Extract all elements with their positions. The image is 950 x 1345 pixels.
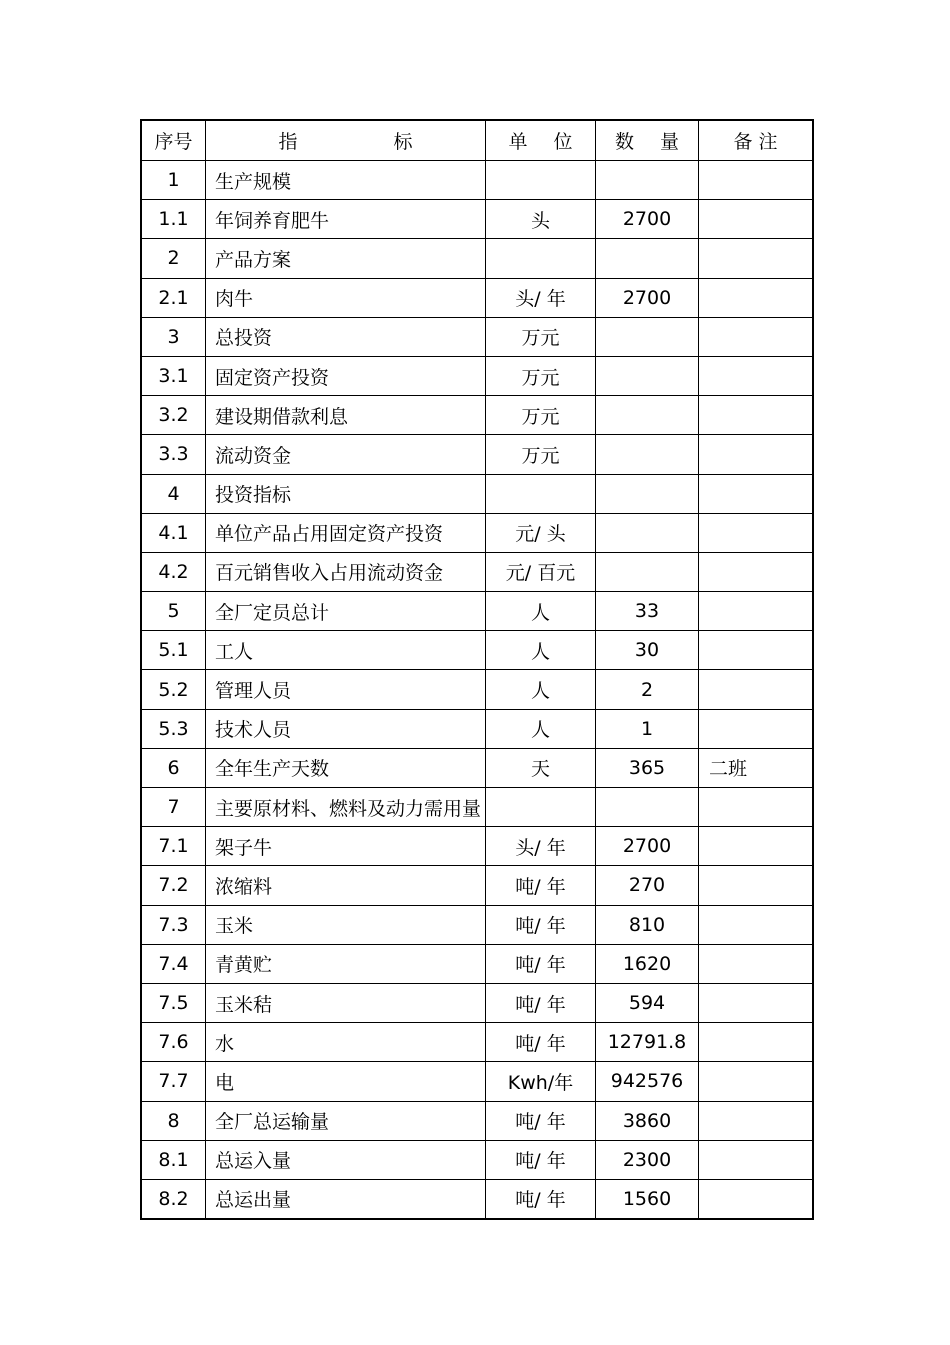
table-row bbox=[141, 161, 813, 200]
cell-quantity: 2 bbox=[596, 670, 699, 709]
cell-quantity bbox=[596, 435, 699, 474]
cell-seq: 7.2 bbox=[141, 866, 206, 905]
cell-indicator: 总投资 bbox=[206, 317, 486, 356]
cell-note bbox=[699, 944, 814, 983]
cell-indicator: 流动资金 bbox=[206, 435, 486, 474]
cell-unit: 人 bbox=[486, 592, 596, 631]
cell-note bbox=[699, 709, 814, 748]
cell-unit bbox=[486, 161, 596, 200]
cell-quantity: 1 bbox=[596, 709, 699, 748]
cell-quantity bbox=[596, 239, 699, 278]
cell-unit: 头 bbox=[486, 200, 596, 239]
cell-seq: 4 bbox=[141, 474, 206, 513]
table-row bbox=[141, 396, 813, 435]
cell-unit bbox=[486, 788, 596, 827]
cell-indicator: 肉牛 bbox=[206, 278, 486, 317]
cell-indicator: 建设期借款利息 bbox=[206, 396, 486, 435]
cell-indicator: 投资指标 bbox=[206, 474, 486, 513]
cell-unit: 吨/ 年 bbox=[486, 1179, 596, 1219]
cell-note bbox=[699, 1101, 814, 1140]
table-row bbox=[141, 631, 813, 670]
cell-note bbox=[699, 200, 814, 239]
cell-quantity: 942576 bbox=[596, 1062, 699, 1101]
cell-unit: 吨/ 年 bbox=[486, 1140, 596, 1179]
cell-seq: 5.1 bbox=[141, 631, 206, 670]
cell-indicator: 全厂定员总计 bbox=[206, 592, 486, 631]
table-row bbox=[141, 670, 813, 709]
table-row bbox=[141, 944, 813, 983]
cell-note bbox=[699, 1062, 814, 1101]
table-row bbox=[141, 788, 813, 827]
cell-indicator: 电 bbox=[206, 1062, 486, 1101]
table-row bbox=[141, 709, 813, 748]
cell-note bbox=[699, 1140, 814, 1179]
cell-quantity bbox=[596, 396, 699, 435]
cell-indicator: 青黄贮 bbox=[206, 944, 486, 983]
cell-note bbox=[699, 631, 814, 670]
cell-note bbox=[699, 396, 814, 435]
cell-unit: 万元 bbox=[486, 396, 596, 435]
cell-indicator: 水 bbox=[206, 1023, 486, 1062]
table-row bbox=[141, 435, 813, 474]
table-body bbox=[141, 161, 813, 1220]
cell-indicator: 总运出量 bbox=[206, 1179, 486, 1219]
cell-indicator: 全厂总运输量 bbox=[206, 1101, 486, 1140]
cell-seq: 3.2 bbox=[141, 396, 206, 435]
cell-note bbox=[699, 513, 814, 552]
cell-quantity: 1620 bbox=[596, 944, 699, 983]
cell-note bbox=[699, 239, 814, 278]
cell-seq: 6 bbox=[141, 748, 206, 787]
table-row bbox=[141, 827, 813, 866]
cell-note bbox=[699, 983, 814, 1022]
cell-indicator: 产品方案 bbox=[206, 239, 486, 278]
cell-seq: 2 bbox=[141, 239, 206, 278]
cell-unit: 元/ 头 bbox=[486, 513, 596, 552]
indicator-table bbox=[140, 119, 814, 1220]
cell-unit: 元/ 百元 bbox=[486, 552, 596, 591]
cell-note bbox=[699, 317, 814, 356]
cell-note bbox=[699, 161, 814, 200]
cell-note bbox=[699, 1179, 814, 1219]
cell-note bbox=[699, 474, 814, 513]
table-row bbox=[141, 1023, 813, 1062]
cell-unit: 万元 bbox=[486, 317, 596, 356]
cell-indicator: 管理人员 bbox=[206, 670, 486, 709]
cell-seq: 8.2 bbox=[141, 1179, 206, 1219]
table-row bbox=[141, 200, 813, 239]
cell-seq: 7.5 bbox=[141, 983, 206, 1022]
cell-seq: 7.7 bbox=[141, 1062, 206, 1101]
cell-seq: 4.2 bbox=[141, 552, 206, 591]
cell-quantity: 1560 bbox=[596, 1179, 699, 1219]
table-row bbox=[141, 748, 813, 787]
cell-note bbox=[699, 788, 814, 827]
cell-quantity: 270 bbox=[596, 866, 699, 905]
cell-seq: 2.1 bbox=[141, 278, 206, 317]
cell-seq: 1 bbox=[141, 161, 206, 200]
cell-indicator: 工人 bbox=[206, 631, 486, 670]
cell-quantity bbox=[596, 552, 699, 591]
cell-unit: 头/ 年 bbox=[486, 278, 596, 317]
cell-seq: 3.3 bbox=[141, 435, 206, 474]
cell-seq: 8 bbox=[141, 1101, 206, 1140]
cell-note bbox=[699, 592, 814, 631]
cell-quantity: 810 bbox=[596, 905, 699, 944]
cell-quantity: 2700 bbox=[596, 200, 699, 239]
cell-unit: 人 bbox=[486, 709, 596, 748]
cell-indicator: 固定资产投资 bbox=[206, 356, 486, 395]
table-row bbox=[141, 1101, 813, 1140]
header-row bbox=[141, 120, 813, 161]
cell-unit: 人 bbox=[486, 670, 596, 709]
cell-quantity: 2300 bbox=[596, 1140, 699, 1179]
cell-unit bbox=[486, 474, 596, 513]
cell-quantity bbox=[596, 317, 699, 356]
cell-indicator: 主要原材料、燃料及动力需用量 bbox=[206, 788, 486, 827]
table-row bbox=[141, 592, 813, 631]
table-row bbox=[141, 866, 813, 905]
cell-quantity: 30 bbox=[596, 631, 699, 670]
cell-seq: 5.3 bbox=[141, 709, 206, 748]
cell-seq: 3 bbox=[141, 317, 206, 356]
cell-seq: 7.1 bbox=[141, 827, 206, 866]
cell-indicator: 架子牛 bbox=[206, 827, 486, 866]
cell-unit: 吨/ 年 bbox=[486, 944, 596, 983]
header-unit: 单 位 bbox=[486, 120, 596, 161]
cell-note bbox=[699, 866, 814, 905]
table-row bbox=[141, 552, 813, 591]
cell-note bbox=[699, 552, 814, 591]
cell-seq: 3.1 bbox=[141, 356, 206, 395]
cell-quantity: 2700 bbox=[596, 827, 699, 866]
table-row bbox=[141, 1179, 813, 1219]
cell-quantity: 12791.8 bbox=[596, 1023, 699, 1062]
cell-note bbox=[699, 905, 814, 944]
cell-quantity: 3860 bbox=[596, 1101, 699, 1140]
header-quantity: 数 量 bbox=[596, 120, 699, 161]
cell-seq: 5 bbox=[141, 592, 206, 631]
cell-quantity bbox=[596, 161, 699, 200]
table-row bbox=[141, 317, 813, 356]
table-row bbox=[141, 474, 813, 513]
cell-unit: 吨/ 年 bbox=[486, 1101, 596, 1140]
cell-quantity bbox=[596, 513, 699, 552]
table-row bbox=[141, 905, 813, 944]
cell-unit: 万元 bbox=[486, 435, 596, 474]
table-row bbox=[141, 1062, 813, 1101]
cell-unit: 吨/ 年 bbox=[486, 1023, 596, 1062]
cell-quantity: 33 bbox=[596, 592, 699, 631]
cell-unit: Kwh/年 bbox=[486, 1062, 596, 1101]
cell-indicator: 全年生产天数 bbox=[206, 748, 486, 787]
cell-unit: 吨/ 年 bbox=[486, 983, 596, 1022]
cell-seq: 8.1 bbox=[141, 1140, 206, 1179]
table-header bbox=[141, 120, 813, 161]
cell-indicator: 单位产品占用固定资产投资 bbox=[206, 513, 486, 552]
cell-quantity: 594 bbox=[596, 983, 699, 1022]
header-seq: 序号 bbox=[141, 120, 206, 161]
cell-quantity bbox=[596, 356, 699, 395]
cell-note bbox=[699, 435, 814, 474]
cell-seq: 5.2 bbox=[141, 670, 206, 709]
cell-indicator: 玉米秸 bbox=[206, 983, 486, 1022]
cell-note bbox=[699, 827, 814, 866]
cell-quantity bbox=[596, 788, 699, 827]
table-row bbox=[141, 513, 813, 552]
cell-indicator: 玉米 bbox=[206, 905, 486, 944]
cell-quantity: 2700 bbox=[596, 278, 699, 317]
cell-indicator: 生产规模 bbox=[206, 161, 486, 200]
cell-unit: 天 bbox=[486, 748, 596, 787]
cell-indicator: 浓缩料 bbox=[206, 866, 486, 905]
cell-note bbox=[699, 670, 814, 709]
cell-quantity: 365 bbox=[596, 748, 699, 787]
cell-note bbox=[699, 278, 814, 317]
cell-quantity bbox=[596, 474, 699, 513]
cell-unit: 万元 bbox=[486, 356, 596, 395]
cell-unit: 人 bbox=[486, 631, 596, 670]
table-row bbox=[141, 278, 813, 317]
table-row bbox=[141, 1140, 813, 1179]
cell-seq: 7.4 bbox=[141, 944, 206, 983]
cell-seq: 7.6 bbox=[141, 1023, 206, 1062]
cell-seq: 7.3 bbox=[141, 905, 206, 944]
cell-unit: 吨/ 年 bbox=[486, 905, 596, 944]
table-row bbox=[141, 239, 813, 278]
table-row bbox=[141, 983, 813, 1022]
cell-indicator: 百元销售收入占用流动资金 bbox=[206, 552, 486, 591]
cell-note bbox=[699, 356, 814, 395]
cell-unit bbox=[486, 239, 596, 278]
header-note: 备 注 bbox=[699, 120, 814, 161]
cell-unit: 吨/ 年 bbox=[486, 866, 596, 905]
cell-indicator: 技术人员 bbox=[206, 709, 486, 748]
cell-indicator: 总运入量 bbox=[206, 1140, 486, 1179]
cell-seq: 7 bbox=[141, 788, 206, 827]
cell-note bbox=[699, 1023, 814, 1062]
cell-seq: 4.1 bbox=[141, 513, 206, 552]
header-indicator: 指 标 bbox=[206, 120, 486, 161]
cell-seq: 1.1 bbox=[141, 200, 206, 239]
table-row bbox=[141, 356, 813, 395]
cell-unit: 头/ 年 bbox=[486, 827, 596, 866]
cell-indicator: 年饲养育肥牛 bbox=[206, 200, 486, 239]
cell-note: 二班 bbox=[699, 748, 814, 787]
